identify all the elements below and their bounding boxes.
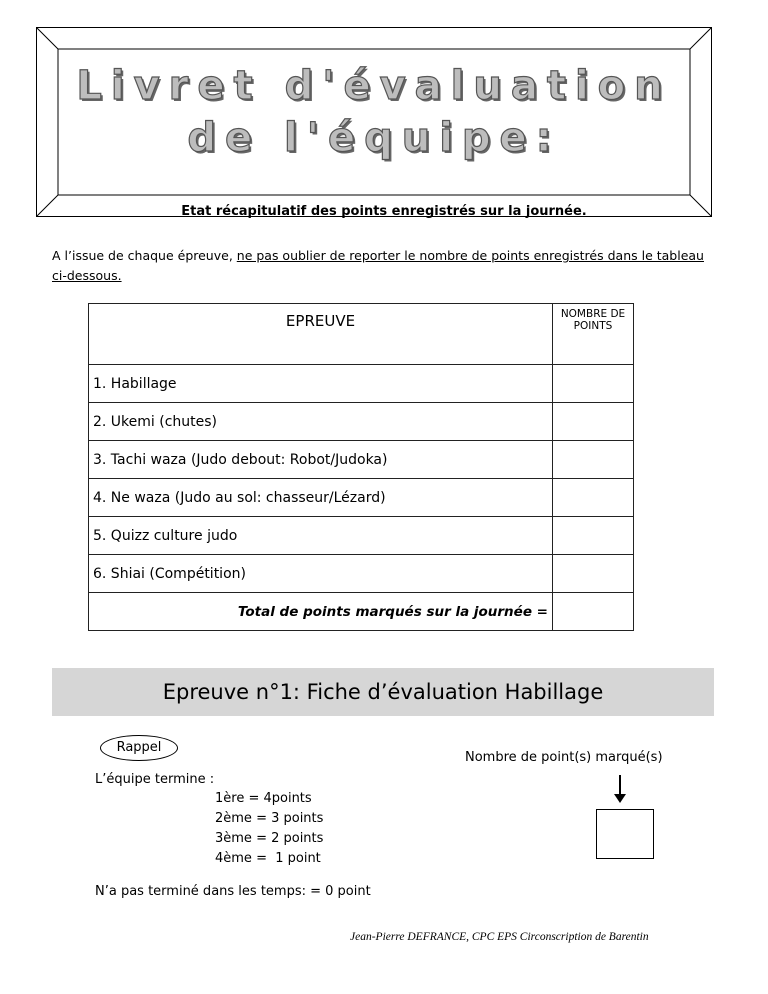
table-row	[89, 365, 634, 403]
title-line-2: de l'équipe:	[187, 115, 561, 161]
instructions-prefix: A l’issue de chaque épreuve,	[52, 248, 237, 263]
header-points: NOMBRE DE POINTS	[553, 304, 634, 365]
subtitle: Etat récapitulatif des points enregistrés sur la journée.	[181, 204, 587, 219]
points-cell[interactable]	[553, 403, 634, 441]
row-label: 1. Habillage	[89, 365, 553, 403]
table-row	[89, 441, 634, 479]
table-row	[89, 403, 634, 441]
rank-1: 1ère = 4points	[215, 791, 312, 806]
points-label: Nombre de point(s) marqué(s)	[465, 750, 663, 765]
table-header	[89, 304, 634, 365]
row-label: 5. Quizz culture judo	[89, 517, 553, 555]
section-title: Epreuve n°1: Fiche d’évaluation Habillage	[52, 668, 714, 716]
total-row	[89, 593, 634, 631]
total-label: Total de points marqués sur la journée =	[89, 593, 553, 631]
total-cell[interactable]	[553, 593, 634, 631]
row-label: 4. Ne waza (Judo au sol: chasseur/Lézard)	[89, 479, 553, 517]
header-epreuve: EPREUVE	[89, 304, 553, 365]
points-cell[interactable]	[553, 555, 634, 593]
instructions-underlined: ne pas oublier de reporter le nombre de points enregistrés dans le tableau ci-dessous.	[52, 248, 704, 283]
points-cell[interactable]	[553, 365, 634, 403]
rank-3: 3ème = 2 points	[215, 831, 324, 846]
points-box[interactable]	[596, 809, 654, 859]
team-finishes: L’équipe termine :	[95, 772, 215, 787]
points-cell[interactable]	[553, 441, 634, 479]
arrow-head-icon	[614, 794, 626, 803]
points-table	[88, 303, 634, 631]
not-finished: N’a pas terminé dans les temps: = 0 point	[95, 884, 371, 899]
row-label: 6. Shiai (Compétition)	[89, 555, 553, 593]
table-row	[89, 517, 634, 555]
instructions	[52, 246, 712, 286]
table-row	[89, 479, 634, 517]
row-label: 2. Ukemi (chutes)	[89, 403, 553, 441]
table-row	[89, 555, 634, 593]
points-cell[interactable]	[553, 479, 634, 517]
title-frame	[36, 27, 712, 217]
footer: Jean-Pierre DEFRANCE, CPC EPS Circonscription de Barentin	[350, 931, 649, 943]
rank-4: 4ème = 1 point	[215, 851, 321, 866]
points-cell[interactable]	[553, 517, 634, 555]
title-line-1: Livret d'évaluation	[76, 63, 672, 109]
rank-2: 2ème = 3 points	[215, 811, 324, 826]
row-label: 3. Tachi waza (Judo debout: Robot/Judoka)	[89, 441, 553, 479]
rappel-label: Rappel	[100, 735, 178, 761]
